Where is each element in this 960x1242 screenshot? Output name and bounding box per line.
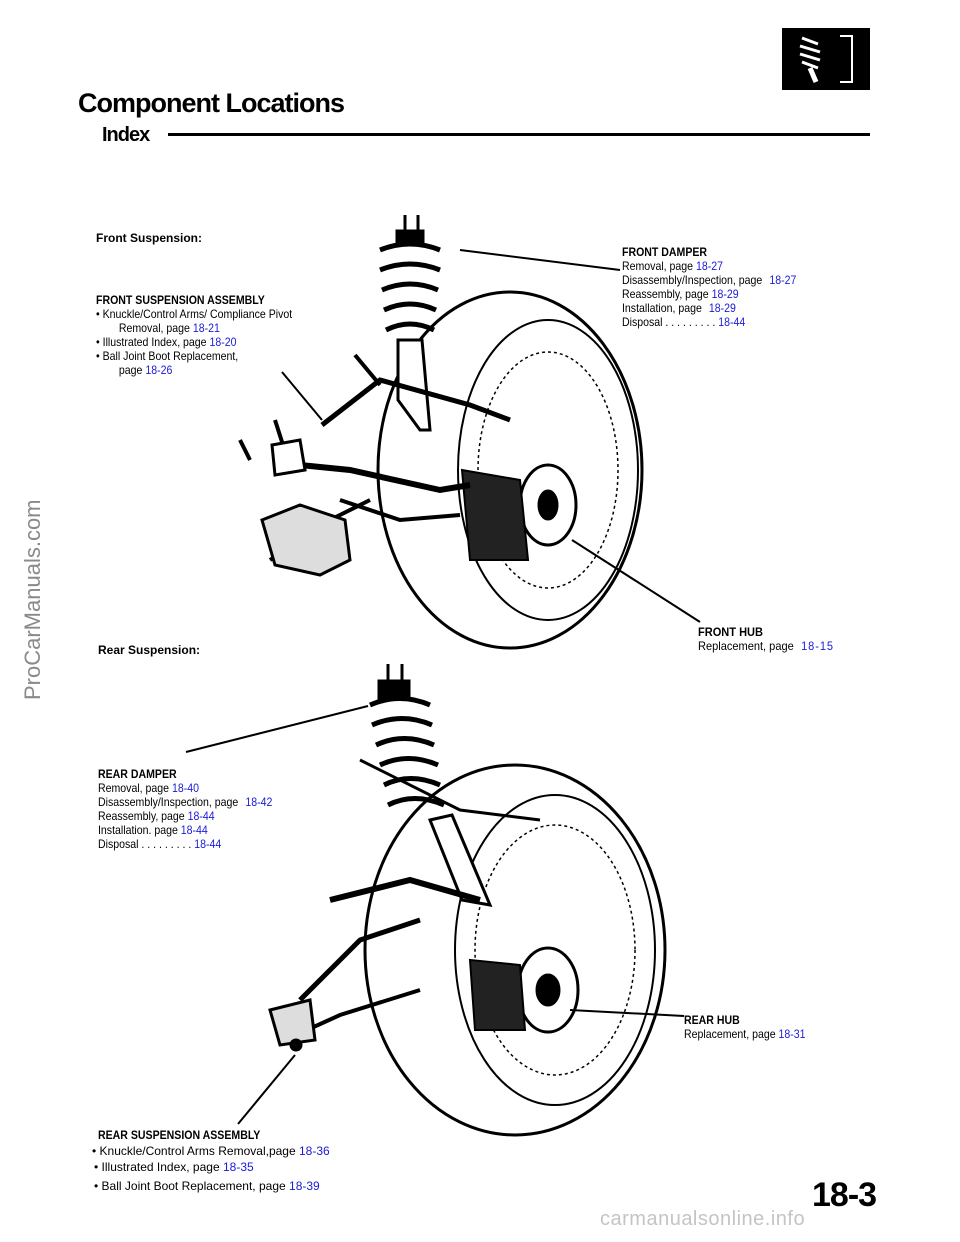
list-item: Removal, page 18-21 bbox=[118, 321, 220, 335]
page-link[interactable]: 18-44 bbox=[187, 809, 215, 823]
page-title: Component Locations bbox=[78, 88, 344, 118]
page-link[interactable]: 18-27 bbox=[695, 259, 723, 273]
list-item: page 18-26 bbox=[118, 363, 173, 377]
rear-hub-heading: REAR HUB bbox=[684, 1013, 740, 1027]
page-subtitle: Index bbox=[102, 124, 150, 146]
rear-hub-callout bbox=[684, 1013, 806, 1041]
front-hub-callout bbox=[698, 625, 834, 653]
page-link[interactable]: 18-29 bbox=[711, 287, 739, 301]
list-item: Reassembly, page 18-44 bbox=[98, 809, 215, 823]
list-item: Removal, page 18-27 bbox=[622, 259, 723, 273]
list-item: • Knuckle/Control Arms Removal,page 18-36 bbox=[92, 1144, 330, 1158]
list-item: • Knuckle/Control Arms/ Compliance Pivot bbox=[96, 307, 293, 321]
list-item: • Ball Joint Boot Replacement, page 18-39 bbox=[94, 1179, 320, 1193]
page-link[interactable]: 18-36 bbox=[298, 1144, 330, 1158]
list-item: • Illustrated Index, page 18-35 bbox=[94, 1160, 254, 1174]
page-link[interactable]: 18-29 bbox=[708, 301, 736, 315]
list-item: Replacement, page 18-31 bbox=[684, 1027, 806, 1041]
page-link[interactable]: 18-27 bbox=[769, 273, 797, 287]
page-link[interactable]: 18-40 bbox=[171, 781, 199, 795]
page-link[interactable]: 18-15 bbox=[801, 639, 834, 653]
watermark: ProCarManuals.com bbox=[20, 499, 45, 700]
front-suspension-assembly-heading: FRONT SUSPENSION ASSEMBLY bbox=[96, 293, 265, 307]
list-item: Installation. page 18-44 bbox=[98, 823, 208, 837]
list-item: Replacement, page 18-15 bbox=[698, 639, 834, 653]
title-rule bbox=[168, 133, 870, 136]
front-suspension-label: Front Suspension: bbox=[96, 231, 202, 245]
list-item: Reassembly, page 18-29 bbox=[622, 287, 739, 301]
rear-suspension-label: Rear Suspension: bbox=[98, 643, 201, 657]
footer-site: carmanualsonline.info bbox=[600, 1208, 806, 1230]
page-link[interactable]: 18-35 bbox=[222, 1160, 254, 1174]
section-tab-icon bbox=[782, 28, 870, 90]
list-item: Disposal . . . . . . . . . 18-44 bbox=[98, 837, 222, 851]
rear-damper-callout bbox=[98, 767, 272, 851]
front-hub-heading: FRONT HUB bbox=[698, 625, 764, 639]
page-link[interactable]: 18-42 bbox=[245, 795, 273, 809]
list-item: Removal, page 18-40 bbox=[98, 781, 199, 795]
page-link[interactable]: 18-26 bbox=[145, 363, 173, 377]
list-item: Disassembly/Inspection, page 18-27 bbox=[622, 273, 797, 287]
front-suspension-assembly-callout bbox=[96, 293, 292, 377]
page-link[interactable]: 18-39 bbox=[289, 1179, 320, 1193]
list-item: Disassembly/Inspection, page 18-42 bbox=[98, 795, 273, 809]
front-damper-heading: FRONT DAMPER bbox=[622, 245, 708, 259]
list-item: • Ball Joint Boot Replacement, bbox=[96, 349, 239, 363]
page-link[interactable]: 18-20 bbox=[209, 335, 237, 349]
page-number: 18-3 bbox=[812, 1176, 877, 1214]
rear-damper-heading: REAR DAMPER bbox=[98, 767, 177, 781]
list-item: • Illustrated Index, page 18-20 bbox=[96, 335, 237, 349]
rear-suspension-assembly-callout bbox=[92, 1127, 330, 1194]
page-link[interactable]: 18-31 bbox=[778, 1027, 806, 1041]
front-damper-callout bbox=[622, 245, 796, 329]
page-link[interactable]: 18-21 bbox=[192, 321, 220, 335]
page-link[interactable]: 18-44 bbox=[194, 837, 222, 851]
list-item: Installation, page 18-29 bbox=[622, 301, 736, 315]
rear-suspension-illustration bbox=[186, 664, 684, 1135]
rear-suspension-assembly-heading: REAR SUSPENSION ASSEMBLY bbox=[98, 1128, 261, 1142]
page-link[interactable]: 18-44 bbox=[180, 823, 208, 837]
list-item: Disposal . . . . . . . . . 18-44 bbox=[622, 315, 746, 329]
page-link[interactable]: 18-44 bbox=[718, 315, 746, 329]
